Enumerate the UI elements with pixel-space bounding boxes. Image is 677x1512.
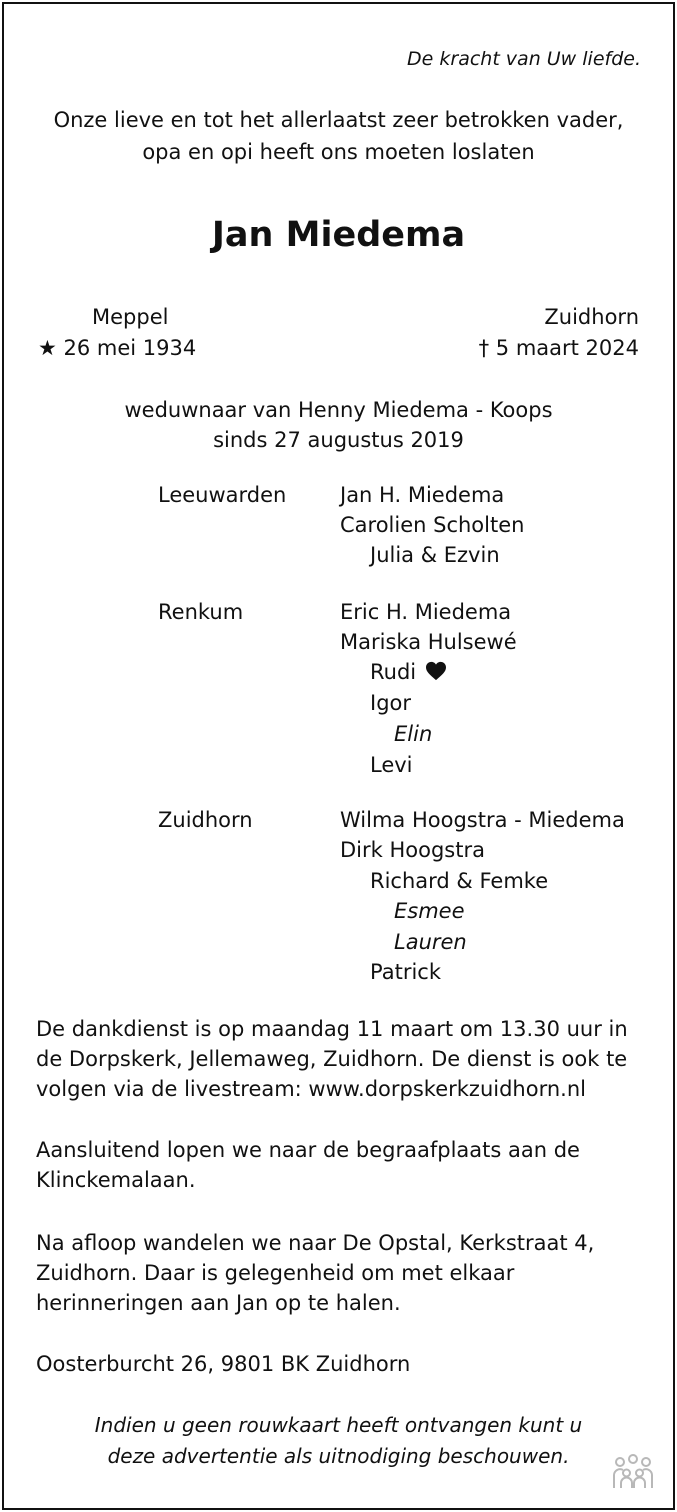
closing-line-2: deze advertentie als uitnodiging beschouwen.	[107, 1444, 570, 1468]
family-grandchild: Igor	[370, 691, 412, 715]
gathering-paragraph-line: Na afloop wandelen we naar De Opstal, Kerkstraat 4,	[36, 1231, 595, 1255]
service-paragraph-line: de Dorpskerk, Jellemaweg, Zuidhorn. De dienst is ook te	[36, 1047, 628, 1071]
birth-place: Meppel	[92, 305, 169, 329]
family-member: Eric H. Miedema	[340, 600, 512, 624]
widower-line-1: weduwnaar van Henny Miedema - Koops	[124, 398, 553, 422]
family-grandchild: Richard & Femke	[370, 869, 549, 893]
family-great-grandchild: Esmee	[394, 899, 465, 923]
family-grandchild: Rudi	[370, 660, 417, 684]
burial-paragraph-line: Klinckemalaan.	[36, 1168, 196, 1192]
service-paragraph-line: De dankdienst is op maandag 11 maart om 13.30 uur in	[36, 1017, 628, 1041]
intro-line-1: Onze lieve en tot het allerlaatst zeer betrokken vader,	[53, 108, 624, 132]
death-date: 5 maart 2024	[495, 336, 639, 360]
heart-icon	[425, 659, 447, 689]
birth-row	[38, 333, 196, 363]
family-city-leeuwarden: Leeuwarden	[158, 483, 287, 507]
family-member: Jan H. Miedema	[340, 483, 505, 507]
family-city-zuidhorn: Zuidhorn	[158, 808, 253, 832]
address-line: Oosterburcht 26, 9801 BK Zuidhorn	[36, 1352, 411, 1376]
family-grandchild: Julia & Ezvin	[370, 543, 500, 567]
death-notice-card	[2, 2, 675, 1510]
gathering-paragraph-line: Zuidhorn. Daar is gelegenheid om met elkaar	[36, 1261, 515, 1285]
family-city-renkum: Renkum	[158, 600, 244, 624]
family-member: Dirk Hoogstra	[340, 838, 485, 862]
intro-line-2: opa en opi heeft ons moeten loslaten	[142, 140, 535, 164]
death-row	[479, 333, 639, 363]
death-place: Zuidhorn	[544, 305, 639, 329]
family-great-grandchild: Lauren	[394, 930, 467, 954]
death-cross-icon: †	[478, 336, 490, 360]
family-grandchild: Patrick	[370, 960, 441, 984]
burial-paragraph-line: Aansluitend lopen we naar de begraafplaats aan de	[36, 1138, 580, 1162]
family-grandchild: Levi	[370, 753, 413, 777]
family-member: Mariska Hulsewé	[340, 630, 517, 654]
family-member: Wilma Hoogstra - Miedema	[340, 808, 625, 832]
birth-star-icon: ★	[38, 336, 57, 360]
family-grandchild-row	[370, 657, 447, 689]
family-member: Carolien Scholten	[340, 513, 525, 537]
service-paragraph-line: volgen via de livestream: www.dorpskerkzuidhorn.nl	[36, 1077, 586, 1101]
family-great-grandchild: Elin	[394, 722, 433, 746]
birth-date: 26 mei 1934	[63, 336, 197, 360]
deceased-name: Jan Miedema	[211, 215, 466, 255]
widower-line-2: sinds 27 augustus 2019	[213, 428, 464, 452]
closing-line-1: Indien u geen rouwkaart heeft ontvangen kunt u	[94, 1413, 583, 1437]
people-logo-icon	[611, 1454, 655, 1490]
gathering-paragraph-line: herinneringen aan Jan op te halen.	[36, 1291, 401, 1315]
motto: De kracht van Uw liefde.	[407, 48, 641, 70]
